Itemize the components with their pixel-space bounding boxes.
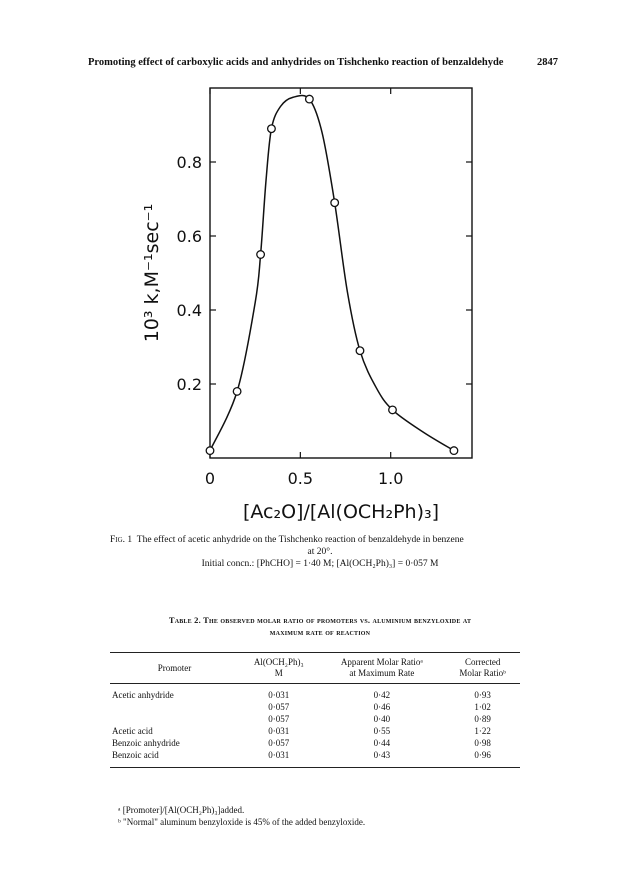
running-title: Promoting effect of carboxylic acids and anhydrides on Tishchenko reaction of benzaldehyde [88, 57, 504, 68]
figure-caption [110, 534, 530, 570]
y-tick-label: 0.6 [176, 227, 202, 246]
data-point [206, 447, 214, 455]
table-row: Acetic acid 0·031 0·55 1·22 [112, 726, 491, 736]
data-point [356, 347, 364, 355]
y-axis-label: 10³ k,M⁻¹sec⁻¹ [141, 203, 163, 343]
y-tick-label: 0.4 [176, 301, 202, 320]
x-tick-label: 0 [204, 469, 216, 488]
caption-text: The effect of acetic anhydride on the Tishchenko reaction of benzaldehyde in benzene [136, 535, 464, 545]
plot-frame [210, 88, 472, 458]
caption-line-2: at 20°. [307, 547, 333, 557]
header-promoter: Promoter [110, 653, 239, 684]
x-axis-label: [Ac₂O]/[Al(OCH₂Ph)₃] [242, 501, 440, 523]
x-tick-label: 1.0 [377, 469, 404, 488]
table-header-row [110, 653, 520, 684]
y-tick-label: 0.2 [176, 375, 202, 394]
header-concentration: Al(OCH₂Ph)₃ M [239, 653, 318, 684]
data-point [306, 95, 314, 103]
data-point [450, 447, 458, 455]
caption-label: Fig. 1 [110, 535, 133, 545]
data-curve [210, 96, 454, 451]
table-row: Benzoic acid 0·031 0·43 0·96 [110, 749, 520, 768]
table-row: 0·057 0·40 0·89 [268, 714, 491, 724]
table-row: Benzoic anhydride 0·057 0·44 0·98 [112, 738, 491, 748]
table-row: 0·057 0·46 1·02 [268, 702, 491, 712]
footnotes [118, 804, 538, 828]
data-point [389, 406, 397, 414]
header-corrected-ratio: Corrected Molar Ratioᵇ [445, 653, 520, 684]
footnote-a: ᵃ [Promoter]/[Al(OCH₂Ph)₃]added. [118, 805, 245, 815]
x-tick-label: 0.5 [287, 469, 314, 488]
data-table [110, 652, 520, 768]
table-title-line-2: maximum rate of reaction [269, 627, 371, 637]
footnote-b: ᵇ "Normal" aluminum benzyloxide is 45% of the added benzyloxide. [118, 817, 366, 827]
data-point [268, 125, 276, 133]
table-title-line-1: Table 2. The observed molar ratio of promoters vs. aluminium benzyloxide at [168, 615, 472, 625]
page-number: 2847 [537, 57, 558, 68]
caption-line-3: Initial concn.: [PhCHO] = 1·40 M; [Al(OCH₂Ph)₃] = 0·057 M [201, 559, 439, 569]
table-title [110, 614, 530, 638]
data-point [331, 199, 339, 207]
header-apparent-ratio: Apparent Molar Ratioᵃ at Maximum Rate [318, 653, 445, 684]
data-point [257, 251, 265, 259]
data-point [233, 388, 241, 396]
y-tick-label: 0.8 [176, 153, 202, 172]
table-row: Acetic anhydride 0·031 0·42 0·93 [112, 690, 491, 700]
figure-chart [120, 76, 500, 526]
